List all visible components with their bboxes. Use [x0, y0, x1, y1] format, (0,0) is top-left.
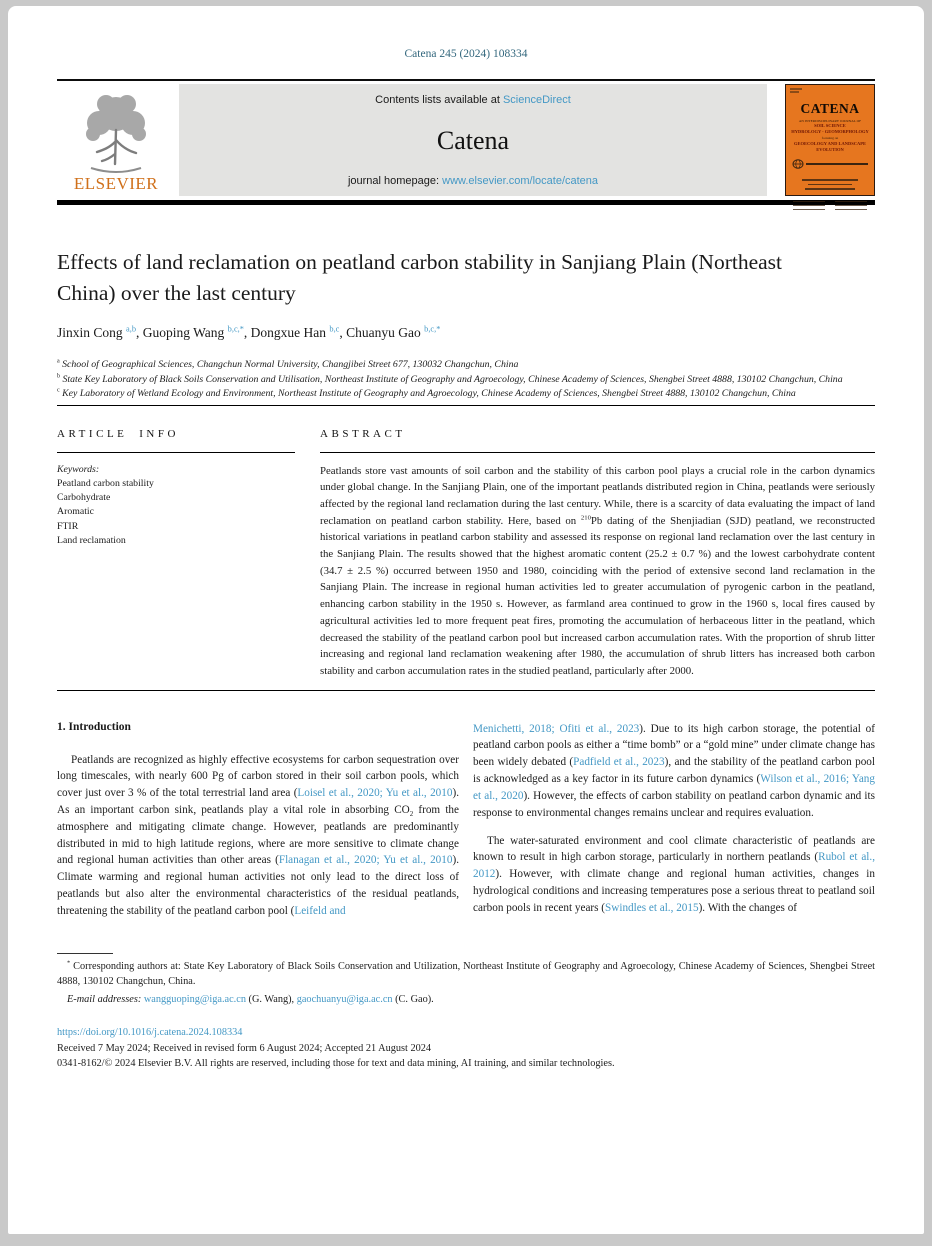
cover-focus-text: focusing on — [821, 136, 839, 140]
cover-topic-2: HYDROLOGY - GEOMORPHOLOGY — [791, 129, 869, 134]
globe-icon — [792, 159, 868, 169]
article-title: Effects of land reclamation on peatland carbon stability in Sanjiang Plain (Northeast China) over the last century — [57, 250, 783, 305]
doi-line — [57, 1027, 875, 1038]
keywords-label: Keywords: — [57, 463, 100, 475]
citation-link[interactable]: Rubol et al., 2012 — [473, 851, 876, 881]
citation-link[interactable]: wangguoping@iga.ac.cn — [143, 994, 246, 1006]
keyword-item: Aromatic — [57, 506, 94, 518]
copyright-line: 0341-8162/© 2024 Elsevier B.V. All rights are reserved, including those for text and data mining, AI training, and similar technologies. — [57, 1058, 615, 1070]
intro-paragraph-2: The water-saturated environment and cool climate characteristic of peatlands are known to result in high carbon storage, particularly in northern peatlands (Rubol et al., 2012). However, with climate change and regional human activities, changes in hydrological conditions and increasing temperatures pose a serious threat to peatland soil carbon pools in recent years (Swindles et al., 2015). With the changes of — [473, 834, 876, 914]
affiliation-b — [57, 373, 875, 388]
intro-left-column — [57, 721, 459, 931]
doi-link[interactable]: https://doi.org/10.1016/j.catena.2024.108334 — [57, 1027, 243, 1039]
intro-right-column — [473, 721, 875, 931]
cover-topic-1: SOIL SCIENCE — [814, 123, 846, 128]
citation-link[interactable]: Swindles et al., 2015 — [605, 901, 699, 914]
correspond-marker: * — [67, 959, 71, 967]
citation-link[interactable]: Leifeld and — [294, 904, 346, 917]
footnote-divider — [57, 953, 113, 954]
keyword-item: FTIR — [57, 520, 79, 532]
cover-journal-title: CATENA — [800, 101, 860, 116]
abstract-text: Peatlands store vast amounts of soil carbon and the stability of this carbon pool plays a crucial role in the carbon dynamics under global change. In the Sanjiang Plain, one of the important peatlands distributed region in China, peatlands were seriously affected by the regional land reclamation during the last century. While, there is a scarcity of data evaluating the impact of land reclamation on peatland carbon stability. Here, based on $^{210}$Pb dating of the Shenjiadian (SJD) peatland, we reconstructed historical variations in peatland carbon stability and assessed its response on regional land reclamation over the last century in the Sanjiang Plain. The results showed that the highest aromatic content (25.2 ± 0.7 %) and the lowest carbohydrate content (34.7 ± 2.5 %) occurred between 1950 and 1980, coinciding with the period of extensive second land reclamation in the Sanjiang Plain. The increase in regional human activities led to greater accumulation of pyrogenic carbon in the peatland, enhancing carbon stability in the 1950 s. However, as farmland area continued to grow in the 1960 s, local fires caused by agricultural activities led to more frequent peat fires, promoting the accumulation of herbaceous litter in the peatland, which decreased the stability of the peatland carbon pool but increased carbon accumulation rates. With the proportion of shrub litter increasing and regional land reclamation weakening after 1980, the accumulation of shrub litters has increased both carbon stability and carbon accumulation rates in the studied peatland, particularly after 2000. — [320, 464, 875, 677]
intro-paragraph-1-cont: Menichetti, 2018; Ofiti et al., 2023). Due to its high carbon storage, the potential of peatland carbon pools as either a “time bomb” or a “gold mine” under climate change has been widely debated (Padfield et al., 2023), and the stability of the peatland carbon pool is acknowledged as a key factor in its future carbon dynamics (Wilson et al., 2016; Yang et al., 2020). However, the effects of carbon stability on peatland carbon dynamic and its response to environmental changes remains unclear and requires evaluation. — [473, 722, 875, 819]
affiliations — [57, 358, 875, 402]
introduction-heading: 1. Introduction — [57, 720, 131, 733]
keyword-item: Peatland carbon stability — [57, 477, 154, 489]
affiliation-c — [57, 387, 875, 402]
cover-editor-lines — [802, 179, 858, 193]
affiliation-c-sup: c — [57, 387, 60, 394]
cover-subtitle: AN INTERDISCIPLINARY JOURNAL OF — [798, 119, 862, 123]
header-bottom-rule — [57, 200, 875, 205]
homepage-line — [348, 175, 598, 187]
journal-cover-thumbnail[interactable] — [785, 84, 875, 196]
abstract-heading: ABSTRACT — [320, 428, 875, 453]
journal-header-box — [179, 84, 767, 196]
sciencedirect-link[interactable]: ScienceDirect — [502, 94, 571, 106]
keywords-block — [57, 463, 295, 549]
cover-topic-3: GEOECOLOGY AND LANDSCAPE EVOLUTION — [793, 141, 867, 152]
running-head-citation: Catena 245 (2024) 108334 — [404, 48, 528, 60]
contents-prefix: Contents lists available at — [375, 94, 503, 106]
affiliation-c-text: Key Laboratory of Wetland Ecology and Environment, Northeast Institute of Geography and Agroecology, Chinese Academy of Sciences, Shengbei Street 4888, 130102 Changchun, China — [59, 388, 796, 399]
journal-homepage-link[interactable]: www.elsevier.com/locate/catena — [442, 175, 599, 187]
homepage-prefix: journal homepage: — [347, 175, 443, 187]
citation-link[interactable]: Wilson et al., 2016; Yang et al., 2020 — [473, 773, 875, 802]
elsevier-logo — [57, 84, 175, 196]
email-addresses-line: E-mail addresses: wangguoping@iga.ac.cn (G. Wang), gaochuanyu@iga.ac.cn (C. Gao). — [67, 994, 434, 1006]
citation-link[interactable]: Menichetti, 2018; Ofiti et al., 2023 — [473, 722, 640, 735]
contents-line — [375, 94, 571, 106]
received-dates: Received 7 May 2024; Received in revised form 6 August 2024; Accepted 21 August 2024 — [57, 1043, 432, 1055]
elsevier-tree-icon — [79, 90, 153, 176]
affiliation-a — [57, 358, 875, 373]
correspond-text: Corresponding authors at: State Key Laboratory of Black Soils Conservation and Utilization, Northeast Institute of Geography and Agroecology, Chinese Academy of Sciences, Shengbei Street 4888, 130102 Changchun, China. — [57, 960, 875, 987]
citation-link[interactable]: Padfield et al., 2023 — [573, 756, 665, 769]
citation-link[interactable]: Flanagan et al., 2020; Yu et al., 2010 — [278, 854, 453, 867]
citation-link[interactable]: gaochuanyu@iga.ac.cn — [296, 994, 393, 1006]
keyword-item: Land reclamation — [57, 534, 126, 546]
elsevier-wordmark: ELSEVIER — [73, 174, 159, 193]
header-top-rule — [57, 79, 875, 81]
affiliation-a-text: School of Geographical Sciences, Changchun Normal University, Changjibei Street 677, 130032 Changchun, China — [59, 359, 519, 370]
intro-paragraph-1: Peatlands are recognized as highly effective ecosystems for carbon sequestration over long timescales, with nearly 600 Pg of carbon stored in their soil carbon pools, which cover just over 3 % of the total terrestrial land area (Loisel et al., 2020; Yu et al., 2010). As an important carbon sink, peatlands play a vital role in absorbing $CO_2$ from the atmosphere and mitigating climate change. However, peatlands are predominantly distributed in mid to high latitude regions, where are more sensitive to climate change and regional human activities than other areas (Flanagan et al., 2020; Yu et al., 2010). Climate warming and regional human activities not only lead to the direct loss of peatlands but also alter the environmental characteristics of the residual peatlands, threatening the stability of the peatland carbon pool (Leifeld and — [57, 753, 459, 917]
author-list: Jinxin Cong $^{a,b}$, Guoping Wang $^{b,c,*}$, Dongxue Han $^{b,c}$, Chuanyu Gao $^{b,c,*}$ — [57, 324, 441, 340]
affiliation-a-sup: a — [57, 358, 60, 365]
journal-title: Catena — [436, 125, 510, 155]
article-info-heading: ARTICLE INFO — [57, 428, 295, 453]
introduction-section — [57, 721, 875, 931]
cover-bottom-columns — [793, 201, 867, 213]
abstract-column — [320, 428, 875, 680]
citation-link[interactable]: Loisel et al., 2020; Yu et al., 2010 — [297, 787, 453, 800]
affiliation-b-sup: b — [57, 373, 61, 380]
corresponding-author-note — [57, 959, 875, 989]
info-abstract-section — [57, 406, 875, 691]
paper-page — [8, 6, 924, 1234]
article-info-column — [57, 428, 295, 680]
affiliation-b-text: State Key Laboratory of Black Soils Conservation and Utilisation, Northeast Institute of Geography and Agroecology, Chinese Academy of Sciences, Shengbei Street 4888, 130102 Changchun, China — [60, 373, 843, 385]
keyword-item: Carbohydrate — [57, 492, 111, 504]
journal-banner — [57, 84, 875, 196]
cover-corner-text — [790, 88, 804, 94]
